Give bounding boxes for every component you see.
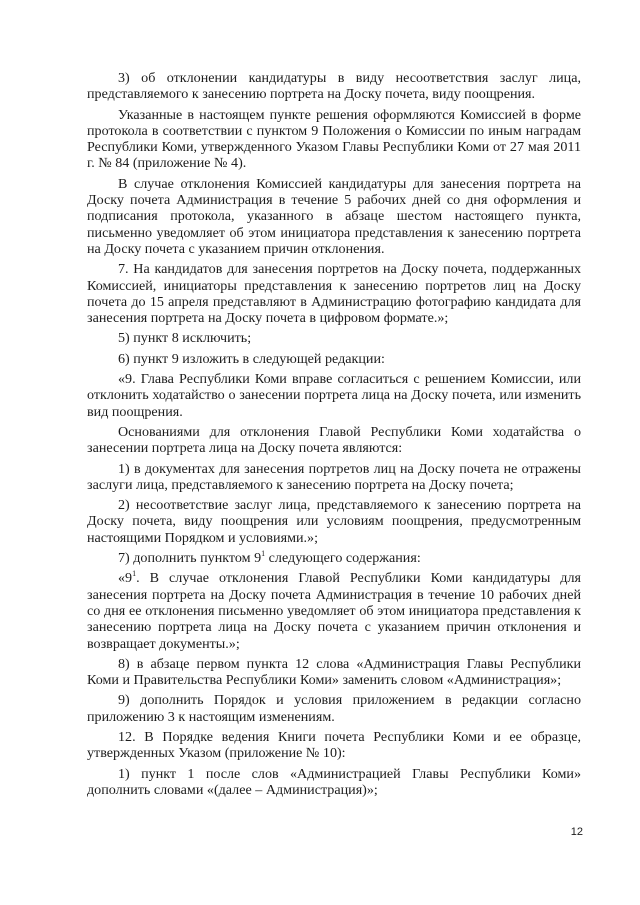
paragraph: В случае отклонения Комиссией кандидатуры для занесения портрета на Доску почета Администрация в течение 5 рабочих дней со дня оформления и подписания протокола, указанного в абзаце шестом настоящего пункта, письменно уведомляет об этом инициатора представления к занесению портрета на Доску почета с указанием причин отклонения.: [87, 175, 581, 257]
superscript: 1: [261, 549, 266, 559]
paragraph: [87, 550, 581, 566]
paragraph-text: следующего содержания:: [265, 550, 421, 567]
paragraph: 12. В Порядке ведения Книги почета Республики Коми и ее образце, утвержденных Указом (приложение № 10):: [87, 728, 581, 762]
paragraph: 3) об отклонении кандидатуры в виду несоответствия заслуг лица, представляемого к занесению портрета на Доску почета, виду поощрения.: [87, 70, 581, 103]
paragraph: 2) несоответствие заслуг лица, представляемого к занесению портрета на Доску почета, виду поощрения или условиям поощрения, предусмотренным настоящими Порядком и условиями.»;: [87, 497, 581, 546]
paragraph: 1) в документах для занесения портретов лиц на Доску почета не отражены заслуги лица, представляемого к занесению портрета на Доску почета;: [87, 460, 581, 493]
paragraph-text: . В случае отклонения Главой Республики Коми кандидатуры для занесения портрета на Доску почета Администрация в течение 10 рабочих дней со дня ее отклонения письменно уведомляет об этом инициатора представления к занесению портрета лица на Доску почета с указанием причин отклонения и возвращает документы.»;: [87, 570, 581, 652]
page-number: 12: [570, 826, 583, 838]
paragraph: 7. На кандидатов для занесения портретов на Доску почета, поддержанных Комиссией, инициаторы представления к занесению портретов лиц на Доску почета до 15 апреля представляют в Администрацию фотографию кандидата для занесения портрета на Доску почета в цифровом формате.»;: [87, 261, 581, 327]
paragraph: 9) дополнить Порядок и условия приложением в редакции согласно приложению 3 к настоящим изменениям.: [87, 692, 581, 725]
paragraph: [87, 570, 581, 651]
paragraph: Основаниями для отклонения Главой Республики Коми ходатайства о занесении портрета лица на Доску почета являются:: [87, 423, 581, 457]
paragraph-text: 7) дополнить пунктом 9: [118, 550, 262, 567]
paragraph-text: «9: [118, 570, 133, 587]
paragraph: Указанные в настоящем пункте решения оформляются Комиссией в форме протокола в соответствии с пунктом 9 Положения о Комиссии по иным наградам Республики Коми, утвержденного Указом Главы Республики Коми от 27 мая 2011 г. № 84 (приложение № 4).: [87, 106, 581, 172]
superscript: 1: [132, 569, 137, 579]
paragraph: 6) пункт 9 изложить в следующей редакции:: [118, 350, 385, 367]
paragraph: 8) в абзаце первом пункта 12 слова «Администрация Главы Республики Коми и Правительства Республики Коми» заменить словом «Администрация»;: [87, 655, 581, 689]
paragraph: 1) пункт 1 после слов «Администрацией Главы Республики Коми» дополнить словами «(далее – Администрация)»;: [87, 765, 581, 798]
paragraph: 5) пункт 8 исключить;: [118, 330, 252, 347]
document-body: [87, 70, 581, 798]
paragraph: «9. Глава Республики Коми вправе согласиться с решением Комиссии, или отклонить ходатайство о занесении портрета лица на Доску почета, или изменить вид поощрения.: [87, 371, 581, 420]
